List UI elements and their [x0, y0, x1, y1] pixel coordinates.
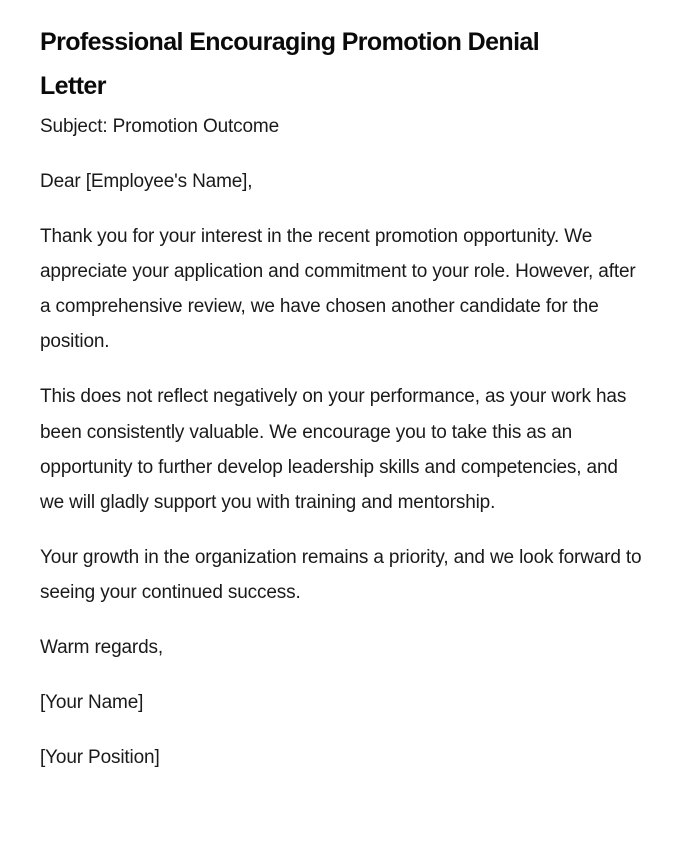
- signature-name: [Your Name]: [40, 691, 144, 713]
- salutation: Dear [Employee's Name],: [40, 170, 253, 192]
- subject-line: Subject: Promotion Outcome: [40, 116, 279, 137]
- body-paragraph-1: Thank you for your interest in the recent promotion opportunity. We appreciate your application and commitment to your role. However, after a comprehensive review, we have chosen another candidate for the position.: [40, 225, 636, 353]
- body-paragraph-2: This does not reflect negatively on your performance, as your work has been consistently valuable. We encourage you to take this as an opportunity to further develop leadership skills and competencies, and we will gladly support you with training and mentorship.: [40, 386, 627, 514]
- closing: Warm regards,: [40, 637, 163, 659]
- signature-position: [Your Position]: [40, 746, 160, 768]
- document-title: Professional Encouraging Promotion Denial Letter: [40, 28, 540, 100]
- body-paragraph-3: Your growth in the organization remains a priority, and we look forward to seeing your continued success.: [40, 546, 642, 604]
